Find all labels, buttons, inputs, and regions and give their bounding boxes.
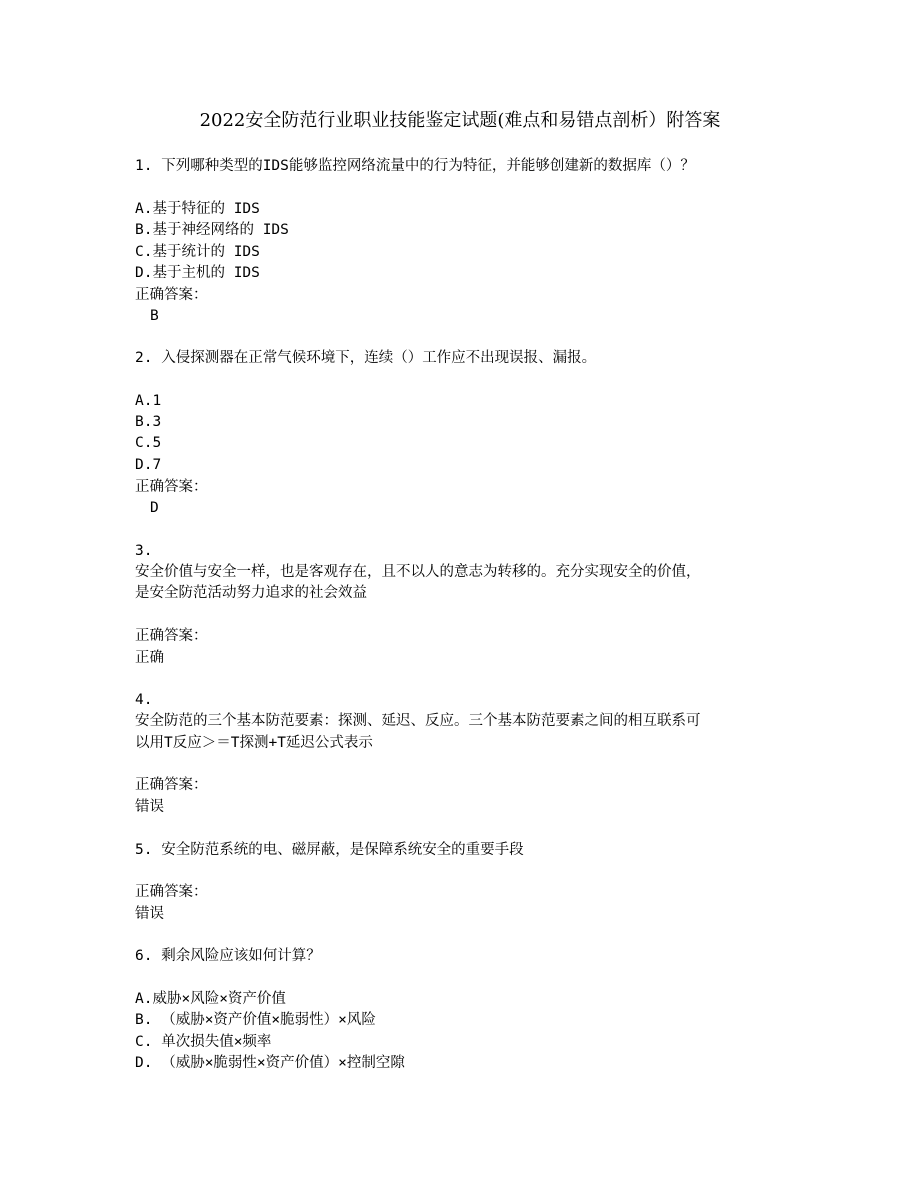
page-title: 2022安全防范行业职业技能鉴定试题(难点和易错点剖析）附答案: [199, 110, 721, 131]
question-1-option-b: B.基于神经网络的 IDS: [135, 222, 289, 238]
question-2-option-a: A.1: [135, 393, 162, 409]
question-4-line-1: 安全防范的三个基本防范要素：探测、延迟、反应。三个基本防范要素之间的相互联系可: [135, 713, 701, 729]
question-2-option-b: B.3: [135, 414, 162, 430]
question-6-option-d: D. （威胁×脆弱性×资产价值）×控制空隙: [135, 1055, 405, 1071]
question-4-answer: 错误: [135, 799, 164, 815]
question-5-text: 5. 安全防范系统的电、磁屏蔽，是保障系统安全的重要手段: [135, 842, 524, 858]
question-5-answer-label: 正确答案：: [135, 884, 208, 900]
question-3-number: 3.: [135, 543, 153, 559]
question-2-option-c: C.5: [135, 435, 162, 451]
question-3-answer: 正确: [135, 650, 164, 666]
question-1-answer: B: [150, 308, 159, 324]
question-2-option-d: D.7: [135, 457, 162, 473]
question-1-option-a: A.基于特征的 IDS: [135, 201, 260, 217]
question-1-text: 1. 下列哪种类型的IDS能够监控网络流量中的行为特征，并能够创建新的数据库（）？: [135, 158, 695, 174]
question-6-option-c: C. 单次损失值×频率: [135, 1034, 272, 1050]
question-4-number: 4.: [135, 692, 153, 708]
question-3-line-2: 是安全防范活动努力追求的社会效益: [135, 585, 367, 601]
question-1-option-c: C.基于统计的 IDS: [135, 244, 260, 260]
question-1-answer-label: 正确答案：: [135, 287, 208, 303]
question-1-option-d: D.基于主机的 IDS: [135, 265, 260, 281]
question-2-answer: D: [150, 500, 159, 516]
question-4-line-2: 以用T反应＞＝T探测+T延迟公式表示: [135, 735, 373, 751]
question-6-option-b: B. （威胁×资产价值×脆弱性）×风险: [135, 1012, 376, 1028]
question-3-answer-label: 正确答案：: [135, 628, 208, 644]
question-3-line-1: 安全价值与安全一样，也是客观存在，且不以人的意志为转移的。充分实现安全的价值，: [135, 564, 701, 580]
question-6-text: 6. 剩余风险应该如何计算？: [135, 948, 321, 964]
question-5-answer: 错误: [135, 906, 164, 922]
question-2-text: 2. 入侵探测器在正常气候环境下，连续（）工作应不出现误报、漏报。: [135, 350, 597, 366]
question-4-answer-label: 正确答案：: [135, 777, 208, 793]
question-6-option-a: A.威胁×风险×资产价值: [135, 991, 286, 1007]
question-2-answer-label: 正确答案：: [135, 479, 208, 495]
